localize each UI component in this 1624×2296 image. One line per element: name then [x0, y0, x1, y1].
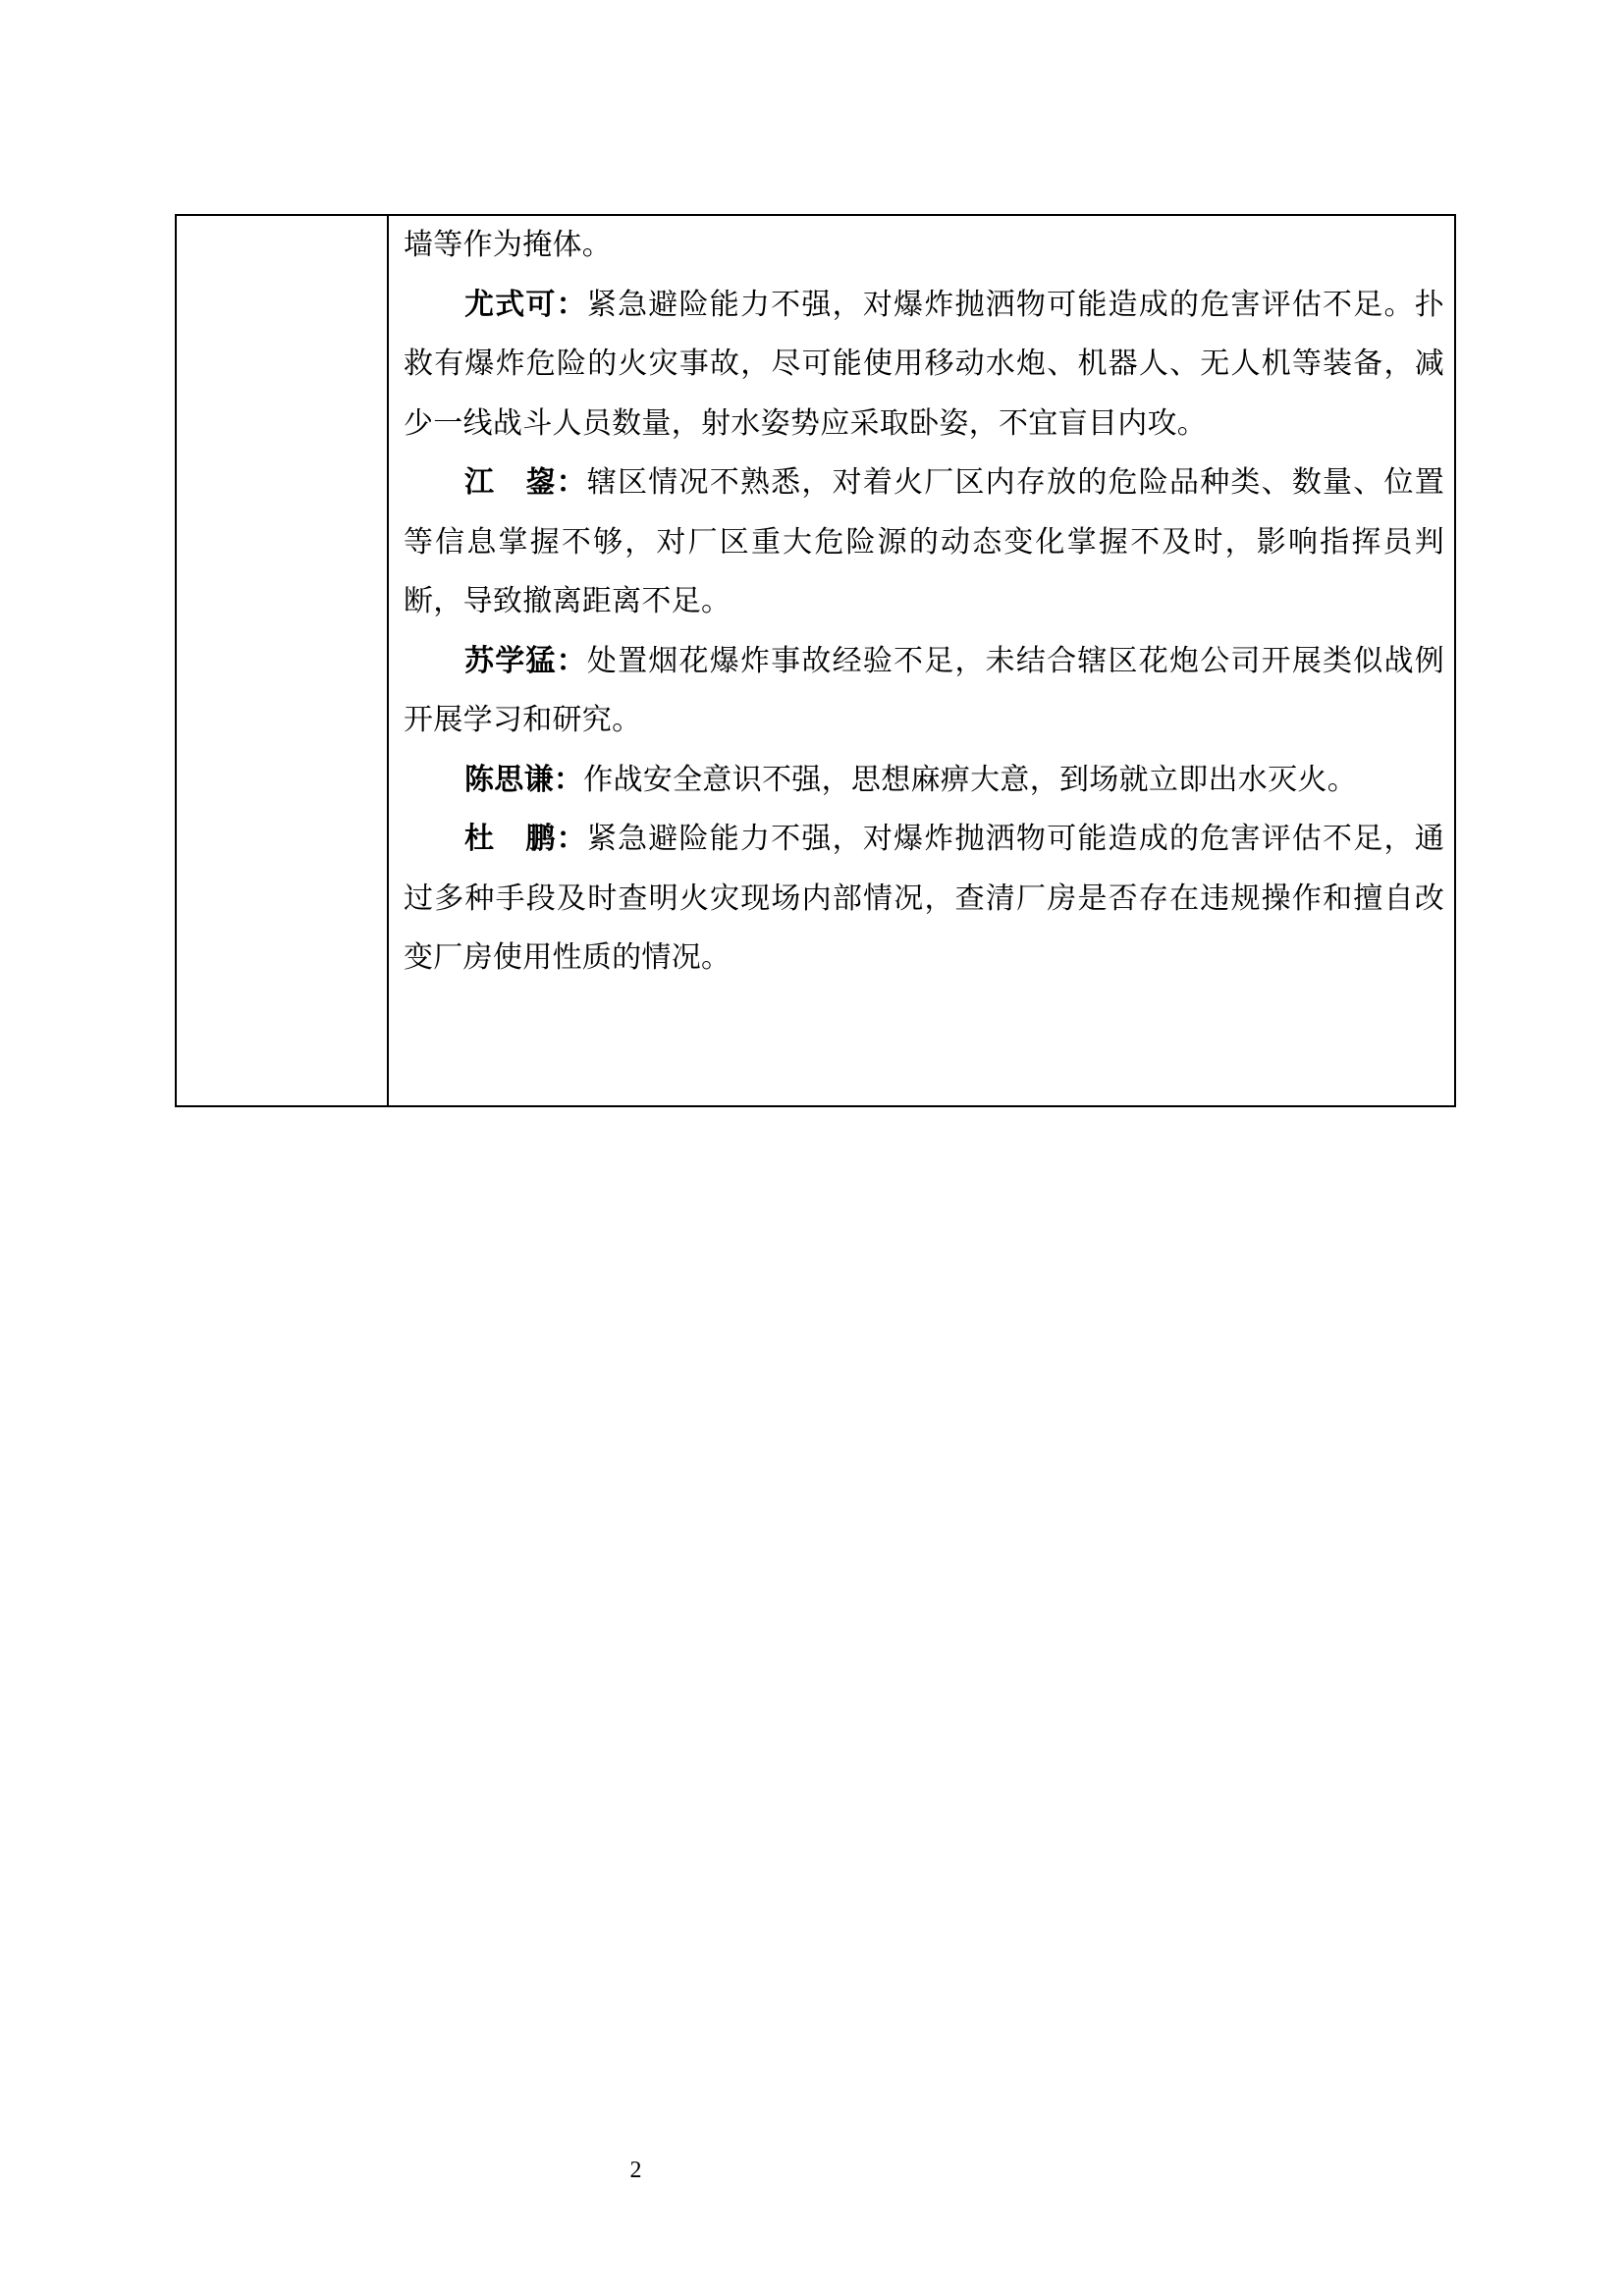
table-right-cell	[389, 216, 1454, 1105]
person-name: 苏学猛：	[464, 643, 587, 678]
entry-text: 作战安全意识不强，思想麻痹大意，到场就立即出水灭火。	[583, 762, 1358, 797]
entry-paragraph	[404, 632, 1444, 751]
table-left-cell	[177, 216, 389, 1105]
person-name: 杜 鹏：	[464, 822, 587, 856]
entry-paragraph	[404, 454, 1444, 632]
content-table	[175, 214, 1456, 1107]
entry-paragraph	[404, 751, 1444, 811]
entry-paragraph	[404, 276, 1444, 454]
person-name: 陈思谦：	[464, 762, 584, 797]
entry-text: 紧急避险能力不强，对爆炸抛洒物可能造成的危害评估不足。扑救有爆炸危险的火灾事故，尽可能使用移动水炮、机器人、无人机等装备，减少一线战斗人员数量，射水姿势应采取卧姿，不宜盲目内攻。	[404, 287, 1445, 441]
person-name: 江 鋆：	[464, 465, 587, 500]
entry-paragraph	[404, 810, 1444, 988]
entry-text: 处置烟花爆炸事故经验不足，未结合辖区花炮公司开展类似战例开展学习和研究。	[404, 643, 1445, 737]
page-number: 2	[629, 2158, 642, 2183]
entry-text: 辖区情况不熟悉，对着火厂区内存放的危险品种类、数量、位置等信息掌握不够，对厂区重大危险源的动态变化掌握不及时，影响指挥员判断，导致撤离距离不足。	[404, 465, 1445, 618]
continuation-paragraph: 墙等作为掩体。	[404, 228, 613, 262]
entry-text: 紧急避险能力不强，对爆炸抛洒物可能造成的危害评估不足，通过多种手段及时查明火灾现场内部情况，查清厂房是否存在违规操作和擅自改变厂房使用性质的情况。	[404, 822, 1445, 975]
person-name: 尤式可：	[464, 287, 587, 322]
